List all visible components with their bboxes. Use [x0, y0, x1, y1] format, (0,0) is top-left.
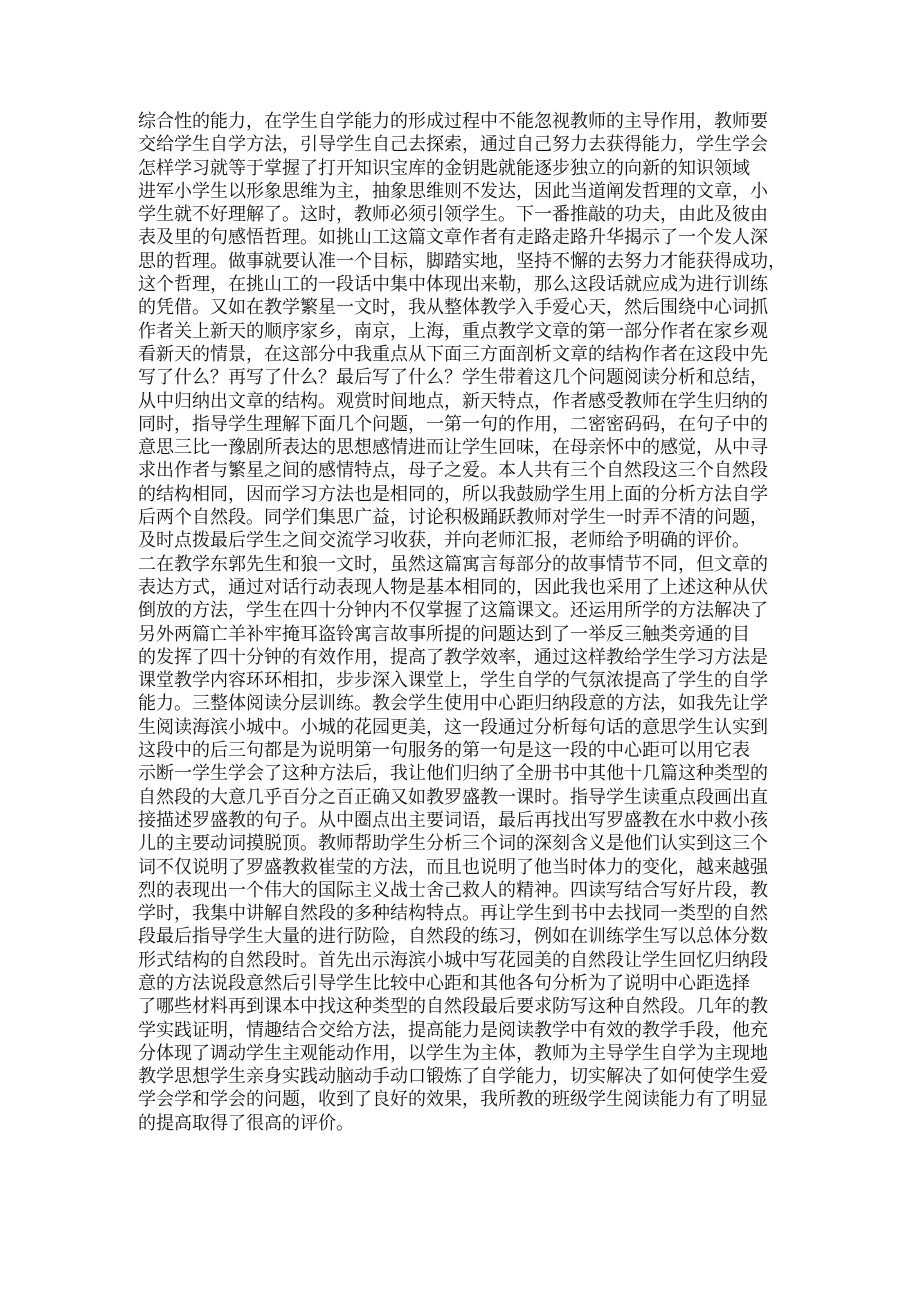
text-line: 意思三比一豫剧所表达的思想感情进而让学生回味，在母亲怀中的感觉，从中寻 [138, 437, 768, 459]
text-line: 同时，指导学生理解下面几个问题，一第一句的作用，二密密码码，在句子中的 [138, 413, 768, 435]
text-line: 学实践证明，情趣结合交给方法，提高能力是阅读教学中有效的教学手段，他充 [138, 1019, 768, 1041]
text-line: 形式结构的自然段时。首先出示海滨小城中写花园美的自然段让学生回忆归纳段 [138, 949, 768, 971]
text-line: 词不仅说明了罗盛教救崔莹的方法，而且也说明了他当时体力的变化，越来越强 [138, 856, 768, 878]
text-line: 的提高取得了很高的评价。 [138, 1112, 354, 1134]
text-line: 了哪些材料再到课本中找这种类型的自然段最后要求防写这种自然段。几年的教 [138, 996, 768, 1018]
text-line: 课堂教学内容环环相扣，步步深入课堂上，学生自学的气氛浓提高了学生的自学 [138, 670, 768, 692]
text-line: 思的哲理。做事就要认准一个目标，脚踏实地，坚持不懈的去努力才能获得成功， [138, 250, 786, 272]
text-line: 求出作者与繁星之间的感情特点，母子之爱。本人共有三个自然段这三个自然段 [138, 460, 768, 482]
text-line: 怎样学习就等于掌握了打开知识宝库的金钥匙就能逐步独立的向新的知识领域 [138, 157, 750, 179]
text-line: 表及里的句感悟哲理。如挑山工这篇文章作者有走路走路升华揭示了一个发人深 [138, 227, 768, 249]
text-line: 写了什么？再写了什么？最后写了什么？学生带着这几个问题阅读分析和总结， [138, 367, 768, 389]
text-line: 从中归纳出文章的结构。观赏时间地点，新天特点，作者感受教师在学生归纳的 [138, 390, 768, 412]
text-line: 表达方式，通过对话行动表现人物是基本相同的，因此我也采用了上述这种从伏 [138, 576, 768, 598]
text-line: 示断一学生学会了这种方法后，我让他们归纳了全册书中其他十几篇这种类型的 [138, 763, 768, 785]
text-line: 交给学生自学方法，引导学生自己去探索，通过自己努力去获得能力，学生学会 [138, 134, 768, 156]
text-line: 能力。三整体阅读分层训练。教会学生使用中心距归纳段意的方法，如我先让学 [138, 693, 768, 715]
text-line: 分体现了调动学生主观能动作用，以学生为主体，教师为主导学生自学为主现地 [138, 1042, 768, 1064]
text-line: 生阅读海滨小城中。小城的花园更美，这一段通过分析每句话的意思学生认实到 [138, 716, 768, 738]
text-line: 意的方法说段意然后引导学生比较中心距和其他各句分析为了说明中心距选择 [138, 972, 750, 994]
text-line: 这段中的后三句都是为说明第一句服务的第一句是这一段的中心距可以用它表 [138, 740, 750, 762]
text-line: 进军小学生以形象思维为主，抽象思维则不发达，因此当道阐发哲理的文章，小 [138, 180, 768, 202]
text-line: 段最后指导学生大量的进行防险，自然段的练习，例如在训练学生写以总体分数 [138, 926, 768, 948]
text-line: 二在教学东郭先生和狼一文时，虽然这篇寓言每部分的故事情节不同，但文章的 [138, 553, 768, 575]
text-line: 作者关上新天的顺序家乡，南京，上海，重点教学文章的第一部分作者在家乡观 [138, 320, 768, 342]
text-line: 教学思想学生亲身实践动脑动手动口锻炼了自学能力，切实解决了如何使学生爱 [138, 1066, 768, 1088]
text-line: 综合性的能力，在学生自学能力的形成过程中不能忽视教师的主导作用，教师要 [138, 111, 768, 132]
text-line: 的结构相同，因而学习方法也是相同的，所以我鼓励学生用上面的分析方法自学 [138, 483, 768, 505]
text-line: 看新天的情景，在这部分中我重点从下面三方面剖析文章的结构作者在这段中先 [138, 343, 768, 365]
text-line: 的凭借。又如在教学繁星一文时，我从整体教学入手爱心天，然后围绕中心词抓 [138, 297, 768, 319]
body-text [138, 110, 798, 1135]
text-line: 另外两篇亡羊补牢掩耳盗铃寓言故事所提的问题达到了一举反三触类旁通的目 [138, 623, 750, 645]
text-line: 倒放的方法，学生在四十分钟内不仅掌握了这篇课文。还运用所学的方法解决了 [138, 600, 768, 622]
text-line: 后两个自然段。同学们集思广益，讨论积极踊跃教师对学生一时弄不清的问题， [138, 507, 768, 529]
text-line: 及时点拨最后学生之间交流学习收获，并向老师汇报，老师给予明确的评价。 [138, 530, 750, 552]
text-line: 的发挥了四十分钟的有效作用，提高了教学效率，通过这样教给学生学习方法是 [138, 646, 768, 668]
text-line: 学会学和学会的问题，收到了良好的效果，我所教的班级学生阅读能力有了明显 [138, 1089, 768, 1111]
text-line: 学生就不好理解了。这时，教师必须引领学生。下一番推敲的功夫，由此及彼由 [138, 204, 768, 226]
text-line: 学时，我集中讲解自然段的多种结构特点。再让学生到书中去找同一类型的自然 [138, 903, 768, 925]
text-line: 接描述罗盛教的句子。从中圈点出主要词语，最后再找出写罗盛教在水中救小孩 [138, 809, 768, 831]
text-line: 这个哲理，在挑山工的一段话中集中体现出来勒，那么这段话就应成为进行训练 [138, 274, 768, 296]
text-line: 儿的主要动词摸脱顶。教师帮助学生分析三个词的深刻含义是他们认实到这三个 [138, 833, 768, 855]
text-line: 自然段的大意几乎百分之百正确又如教罗盛教一课时。指导学生读重点段画出直 [138, 786, 768, 808]
text-line: 烈的表现出一个伟大的国际主义战士舍己救人的精神。四读写结合写好片段，教 [138, 879, 768, 901]
